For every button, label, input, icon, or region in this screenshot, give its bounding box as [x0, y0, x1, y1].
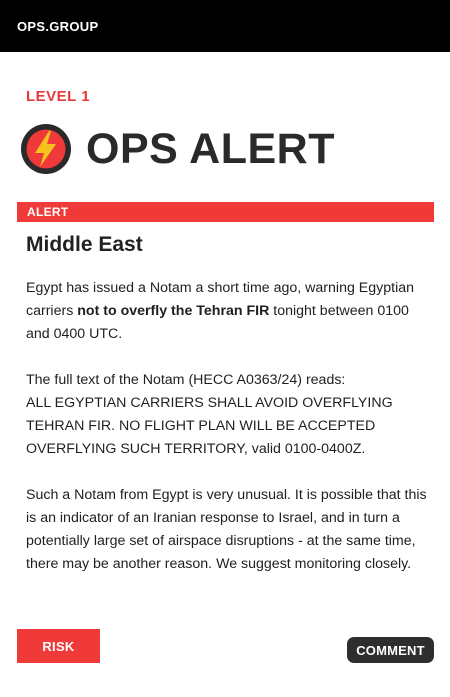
- risk-button[interactable]: RISK: [17, 629, 100, 663]
- alert-region: Middle East: [26, 233, 143, 256]
- body-paragraph-2: [26, 369, 428, 461]
- body-paragraph-3: Such a Notam from Egypt is very unusual. It is possible that this is an indicator of an Iranian response to Israel, and in turn a potentially large set of airspace disruptions - at the same time, there may be another reason. We suggest monitoring closely.: [26, 487, 427, 572]
- body-p1-text: Egypt has issued a Notam a short time ago, warning Egyptian carriers: [26, 280, 415, 319]
- alert-body: [26, 277, 428, 599]
- notam-text: ALL EGYPTIAN CARRIERS SHALL AVOID OVERFLYING TEHRAN FIR. NO FLIGHT PLAN WILL BE ACCEPTED OVERFLYING SUCH TERRITORY, valid 0100-0400Z.: [26, 395, 393, 457]
- alert-header: [20, 122, 335, 176]
- alert-tag-bar: ALERT: [17, 202, 434, 222]
- brand-logo-text[interactable]: OPS.GROUP: [17, 19, 99, 34]
- top-bar: [0, 0, 450, 52]
- lightning-bolt-icon: [20, 123, 72, 175]
- alert-level: LEVEL 1: [26, 88, 91, 105]
- body-p1-text-end: tonight between 0100 and 0400 UTC.: [26, 303, 409, 342]
- notam-intro: The full text of the Notam (HECC A0363/24) reads:: [26, 372, 346, 388]
- alert-title: OPS ALERT: [86, 124, 335, 173]
- body-paragraph-1: [26, 277, 428, 346]
- comment-button[interactable]: COMMENT: [347, 637, 434, 663]
- body-p1-emphasis: not to overfly the Tehran FIR: [77, 303, 270, 319]
